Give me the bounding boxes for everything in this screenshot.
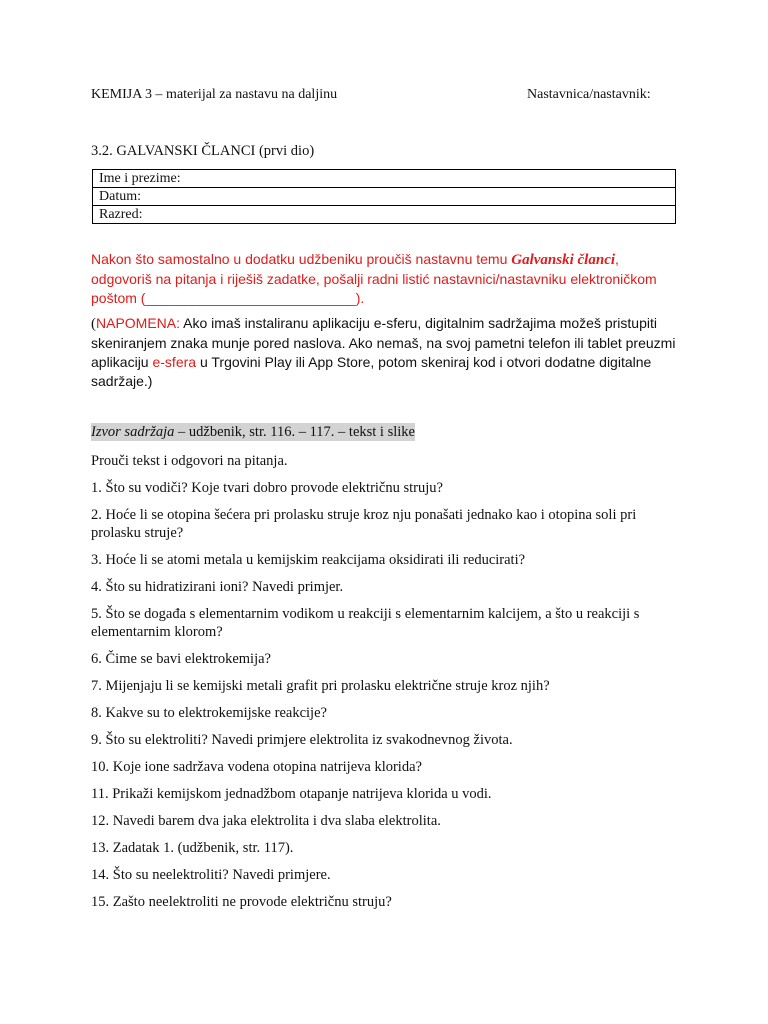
source-highlight	[91, 423, 415, 441]
list-item: 13. Zadatak 1. (udžbenik, str. 117).	[91, 840, 294, 856]
table-row	[93, 170, 676, 188]
list-item: 1. Što su vodiči? Koje tvari dobro provode električnu struju?	[91, 480, 443, 496]
note-text-1: Ako imaš instaliranu aplikaciju e-sferu, digitalnim sadržajima možeš pristupiti skeniranjem znaka munje pored naslova. Ako nemaš, na svoj pametni telefon ili tablet preuzmi aplikaciju	[91, 315, 676, 370]
email-blank[interactable]: ___________________________	[145, 290, 356, 306]
table-row	[93, 188, 676, 206]
note-label: NAPOMENA:	[96, 315, 181, 331]
list-item: 4. Što su hidratizirani ioni? Navedi primjer.	[91, 579, 344, 595]
list-item: 5. Što se događa s elementarnim vodikom u reakciji s elementarnim kalcijem, a što u reakciji s elementarnim klorom?	[91, 606, 640, 640]
source-rest: – udžbenik, str. 116. – 117. – tekst i slike	[174, 424, 415, 440]
note-open-paren: (	[91, 316, 96, 332]
note-paragraph	[91, 314, 681, 391]
list-item: 10. Koje ione sadržava vodena otopina natrijeva klorida?	[91, 759, 422, 775]
list-item: 11. Prikaži kemijskom jednadžbom otapanje natrijeva klorida u vodi.	[91, 786, 492, 802]
teacher-label: Nastavnica/nastavnik:	[527, 87, 651, 102]
list-item: 6. Čime se bavi elektrokemija?	[91, 651, 271, 667]
class-field[interactable]: Razred:	[93, 206, 676, 224]
instruction-text: Prouči tekst i odgovori na pitanja.	[91, 453, 288, 469]
app-name: e-sfera	[152, 354, 197, 370]
note-text-2: u Trgovini Play ili App Store, potom skeniraj kod i otvori dodatne digitalne sadržaje.)	[91, 354, 652, 389]
intro-paragraph	[91, 250, 681, 308]
list-item: 9. Što su elektroliti? Navedi primjere elektrolita iz svakodnevnog života.	[91, 732, 513, 748]
list-item: 12. Navedi barem dva jaka elektrolita i dva slaba elektrolita.	[91, 813, 441, 829]
date-field[interactable]: Datum:	[93, 188, 676, 206]
subject-title: KEMIJA 3 – materijal za nastavu na daljinu	[91, 87, 338, 102]
list-item: 7. Mijenjaju li se kemijski metali grafit pri prolasku električne struje kroz njih?	[91, 678, 550, 694]
student-info-table	[92, 169, 676, 224]
intro-text-3: ).	[355, 290, 365, 306]
topic-name: Galvanski članci	[511, 252, 616, 268]
source-line	[91, 423, 415, 441]
intro-text-2: , odgovoriš na pitanja i riješiš zadatke, pošalji radni listić nastavnici/nastavniku elektroničkom poštom (	[91, 251, 657, 306]
list-item: 14. Što su neelektroliti? Navedi primjere.	[91, 867, 331, 883]
question-list	[91, 479, 681, 920]
list-item: 2. Hoće li se otopina šećera pri prolasku struje kroz nju ponašati jednako kao i otopina soli pri prolasku struje?	[91, 507, 637, 541]
list-item: 8. Kakve su to elektrokemijske reakcije?	[91, 705, 327, 721]
list-item: 3. Hoće li se atomi metala u kemijskim reakcijama oksidirati ili reducirati?	[91, 552, 526, 568]
name-field[interactable]: Ime i prezime:	[93, 170, 676, 188]
section-title: 3.2. GALVANSKI ČLANCI (prvi dio)	[91, 143, 315, 159]
intro-text-1: Nakon što samostalno u dodatku udžbeniku proučiš nastavnu temu	[91, 251, 512, 267]
table-row	[93, 206, 676, 224]
source-label: Izvor sadržaja	[91, 424, 175, 440]
list-item: 15. Zašto neelektroliti ne provode električnu struju?	[91, 894, 392, 910]
